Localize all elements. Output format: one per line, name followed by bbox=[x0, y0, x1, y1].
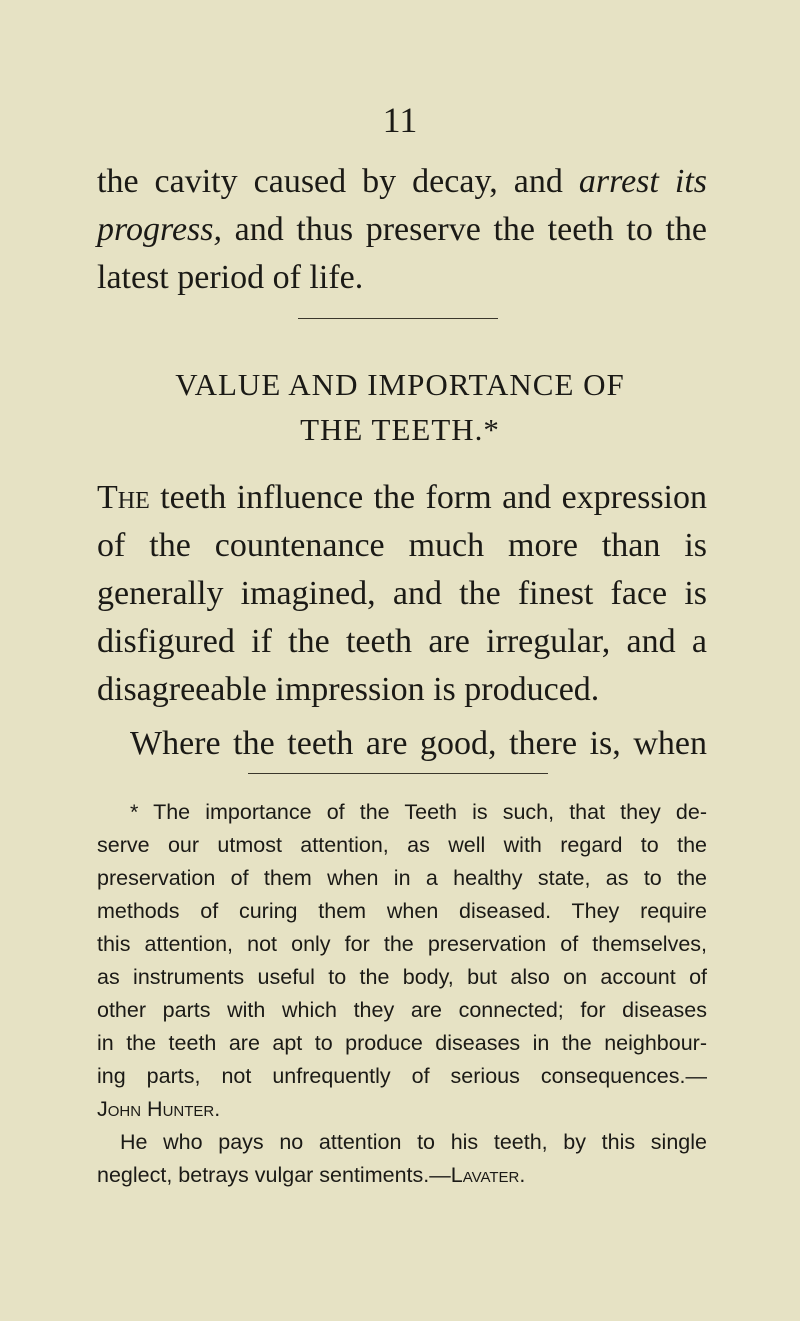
intro-line-1 bbox=[97, 160, 707, 204]
paragraph-1-line-1 bbox=[97, 476, 707, 520]
paragraph-1-line-2: of the countenance much more than is bbox=[97, 527, 707, 564]
intro-line-3: latest period of life. bbox=[97, 259, 364, 296]
footnote-quote-line-1: He who pays no attention to his teeth, by this single bbox=[120, 1130, 707, 1154]
section-heading-line-1: VALUE AND IMPORTANCE OF bbox=[175, 367, 625, 402]
paragraph-1-opening-word: The bbox=[97, 479, 150, 516]
footnote-line-5: this attention, not only for the preservation of themselves, bbox=[97, 932, 707, 956]
section-heading-line-2: THE TEETH.* bbox=[300, 412, 500, 447]
paragraph-2-line-1: Where the teeth are good, there is, when bbox=[130, 725, 707, 762]
page-number: 11 bbox=[382, 100, 418, 140]
footnote-quote-text: neglect, betrays vulgar sentiments.— bbox=[97, 1163, 451, 1187]
footnote-line-2: serve our utmost attention, as well with regard to the bbox=[97, 833, 707, 857]
paragraph-1-line-5: disagreeable impression is produced. bbox=[97, 671, 600, 708]
footnote-quote-line-2 bbox=[97, 1159, 707, 1193]
section-divider bbox=[298, 318, 498, 319]
footnote-line-8: in the teeth are apt to produce diseases in the neighbour- bbox=[97, 1031, 707, 1055]
footnote-author-hunter bbox=[97, 1093, 707, 1127]
footnote-line-6: as instruments useful to the body, but also on account of bbox=[97, 965, 707, 989]
footnote-line-4: methods of curing them when diseased. They require bbox=[97, 899, 707, 923]
author-name-hunter: John Hunter. bbox=[97, 1097, 221, 1121]
footnote-divider bbox=[248, 773, 548, 774]
footnote-line-9: ing parts, not unfrequently of serious consequences.— bbox=[97, 1064, 707, 1088]
intro-emphasis-1: arrest its bbox=[578, 163, 708, 200]
paragraph-1-line-3: generally imagined, and the finest face is bbox=[97, 575, 707, 612]
footnote-line-1: * The importance of the Teeth is such, that they de- bbox=[130, 800, 707, 824]
footnote-line-7: other parts with which they are connected; for diseases bbox=[97, 998, 707, 1022]
paragraph-1-line-4: disfigured if the teeth are irregular, and a bbox=[97, 623, 707, 660]
intro-line-1-text: the cavity caused by decay, and bbox=[97, 163, 579, 200]
footnote-line-3: preservation of them when in a healthy state, as to the bbox=[97, 866, 707, 890]
intro-emphasis-2: progress, bbox=[97, 211, 222, 248]
intro-line-2 bbox=[97, 208, 707, 252]
author-name-lavater: Lavater. bbox=[450, 1163, 526, 1187]
paragraph-1-line-1-text: teeth influence the form and expression bbox=[149, 479, 707, 516]
intro-line-2-text: and thus preserve the teeth to the bbox=[222, 211, 707, 248]
